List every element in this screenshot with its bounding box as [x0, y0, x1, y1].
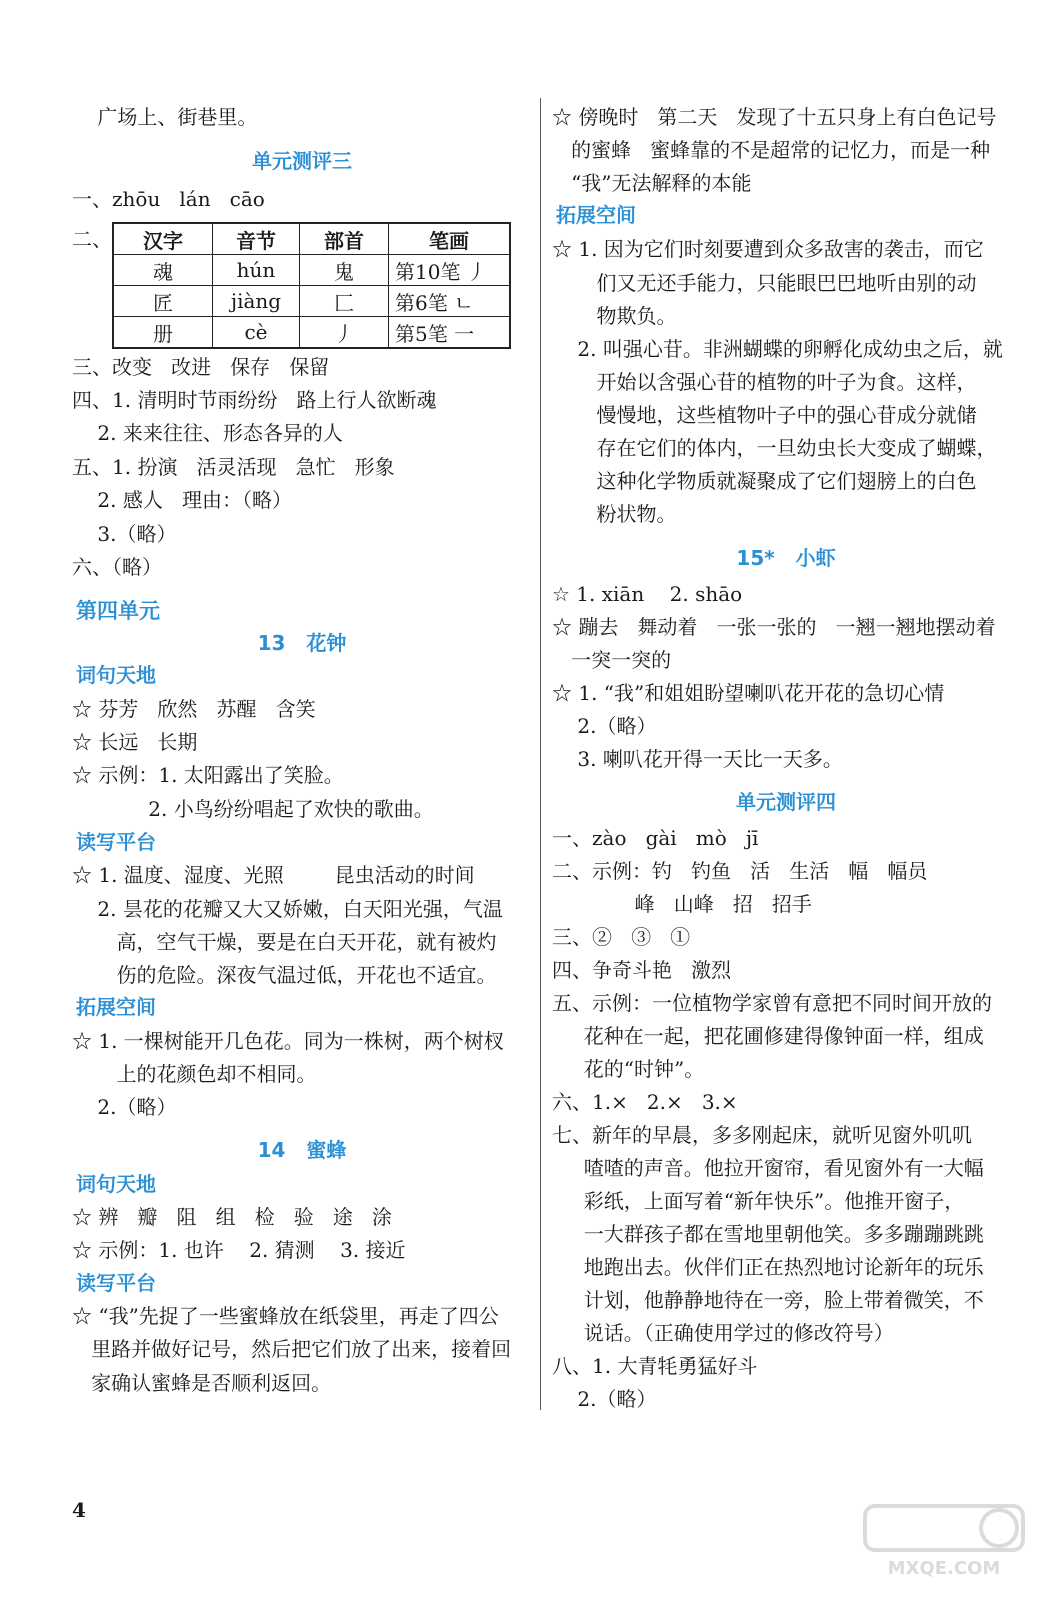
text-line: ☆ 1. xiān 2. shāo	[552, 582, 743, 606]
text-line: 七、新年的早晨，多多刚起床，就听见窗外叽叽	[552, 1123, 972, 1147]
table-row	[113, 317, 510, 349]
text-line: 2.（略）	[72, 1095, 177, 1119]
text-line: ☆ 傍晚时 第二天 发现了十五只身上有白色记号	[552, 105, 997, 129]
heading-cijutiandi: 词句天地	[76, 1172, 156, 1196]
text-line: ☆ 芬芳 欣然 苏醒 含笑	[72, 697, 316, 721]
watermark-logo	[859, 1500, 1029, 1580]
text-line: ☆ 辨 瓣 阻 组 检 验 途 涂	[72, 1205, 392, 1229]
text-line: ☆ 1. 一棵树能开几色花。同为一株树，两个树杈	[72, 1029, 504, 1053]
text-line: ☆ 1. “我”和姐姐盼望喇叭花开花的急切心情	[552, 681, 945, 705]
text-line: 四、1. 清明时节雨纷纷 路上行人欲断魂	[72, 388, 437, 412]
heading-lesson-13: 13 花钟	[257, 631, 347, 655]
text-line: ☆ 1. 因为它们时刻要遭到众多敌害的袭击，而它	[552, 237, 984, 261]
text-line: 花种在一起，把花圃修建得像钟面一样，组成	[552, 1024, 984, 1048]
table-cell: 魂	[113, 255, 213, 286]
text-line: 2. 叫强心苷。非洲蝴蝶的卵孵化成幼虫之后，就	[552, 337, 1003, 361]
watermark-text: MXQE.COM	[887, 1558, 1001, 1579]
heading-unit-test-4: 单元测评四	[736, 790, 836, 814]
text-line: ☆ 示例：1. 太阳露出了笑脸。	[72, 763, 344, 787]
heading-unit-4: 第四单元	[76, 599, 160, 623]
text-line: 家确认蜜蜂是否顺利返回。	[72, 1371, 332, 1395]
text-line: 花的“时钟”。	[552, 1057, 705, 1081]
text-line: 广场上、街巷里。	[72, 105, 258, 129]
text-line: “我”无法解释的本能	[552, 171, 752, 195]
table-cell: 册	[113, 317, 213, 349]
table-cell: cè	[213, 317, 300, 349]
text-line: 四、争奇斗艳 激烈	[552, 958, 732, 982]
text-line: 2. 昙花的花瓣又大又娇嫩，白天阳光强，气温	[72, 897, 503, 921]
text-line: 开始以含强心苷的植物的叶子为食。这样，	[552, 370, 977, 394]
text-line: 二、示例：钓 钓鱼 活 生活 幅 幅员	[552, 859, 928, 883]
text-line: 五、示例：一位植物学家曾有意把不同时间开放的	[552, 991, 992, 1015]
heading-tuozhan: 拓展空间	[76, 995, 156, 1019]
text-line: 这种化学物质就凝聚成了它们翅膀上的白色	[552, 469, 977, 493]
text-line: ☆ 示例：1. 也许 2. 猜测 3. 接近	[72, 1238, 406, 1262]
table-cell: hún	[213, 255, 300, 286]
table-cell: 丿	[300, 317, 389, 349]
table-cell: 匠	[113, 286, 213, 317]
text-line: 粉状物。	[552, 502, 677, 526]
text-line: ☆ 1. 温度、湿度、光照 昆虫活动的时间	[72, 863, 475, 887]
text-line: 物欺负。	[552, 304, 677, 328]
text-line: 3. 喇叭花开得一天比一天多。	[552, 747, 843, 771]
text-line: 一突一突的	[552, 648, 672, 672]
table-header-row	[113, 223, 510, 255]
text-line: 六、1.× 2.× 3.×	[552, 1090, 738, 1114]
text-line: 高，空气干燥，要是在白天开花，就有被灼	[72, 930, 497, 954]
text-line: 八、1. 大青牦勇猛好斗	[552, 1354, 758, 1378]
table-header: 部首	[300, 223, 389, 255]
hanzi-table	[112, 222, 511, 349]
text-line: 上的花颜色却不相同。	[72, 1062, 317, 1086]
text-line: 3.（略）	[72, 522, 177, 546]
text-line: 峰 山峰 招 招手	[552, 892, 812, 916]
heading-lesson-14: 14 蜜蜂	[257, 1138, 347, 1162]
text-line: 2.（略）	[552, 1387, 657, 1411]
text-line: ☆ “我”先捉了一些蜜蜂放在纸袋里，再走了四公	[72, 1304, 499, 1328]
table-cell: 第6笔 ㄴ	[389, 286, 511, 317]
text-line: ☆ 蹦去 舞动着 一张一张的 一翘一翘地摆动着	[552, 615, 996, 639]
heading-duxie: 读写平台	[76, 1271, 156, 1295]
table-cell: 匚	[300, 286, 389, 317]
text-line: 地跑出去。伙伴们正在热烈地讨论新年的玩乐	[552, 1255, 984, 1279]
heading-unit-test-3: 单元测评三	[252, 149, 352, 173]
text-line: 2. 感人 理由：（略）	[72, 488, 292, 512]
heading-duxie: 读写平台	[76, 830, 156, 854]
text-line: 二、	[72, 227, 112, 251]
text-line: 三、改变 改进 保存 保留	[72, 355, 330, 379]
table-row	[113, 286, 510, 317]
table-cell: 第10笔 丿	[389, 255, 511, 286]
text-line: 2. 来来往往、形态各异的人	[72, 421, 343, 445]
text-line: 三、② ③ ①	[552, 925, 691, 949]
text-line: 慢慢地，这些植物叶子中的强心苷成分就储	[552, 403, 977, 427]
text-line: 五、1. 扮演 活灵活现 急忙 形象	[72, 455, 395, 479]
table-header: 音节	[213, 223, 300, 255]
text-line: 伤的危险。深夜气温过低，开花也不适宜。	[72, 963, 497, 987]
text-line: 里路并做好记号，然后把它们放了出来，接着回	[72, 1337, 512, 1361]
heading-lesson-15: 15* 小虾	[736, 546, 836, 570]
text-line: 喳喳的声音。他拉开窗帘，看见窗外有一大幅	[552, 1156, 984, 1180]
table-cell: jiàng	[213, 286, 300, 317]
table-header: 汉字	[113, 223, 213, 255]
text-line: 们又无还手能力，只能眼巴巴地听由别的动	[552, 271, 977, 295]
column-divider	[540, 98, 541, 1410]
text-line: 一、zào gài mò jī	[552, 826, 759, 850]
text-line: 彩纸，上面写着“新年快乐”。他推开窗子，	[552, 1189, 965, 1213]
table-header: 笔画	[389, 223, 511, 255]
page-number: 4	[72, 1498, 86, 1522]
text-line: 一、zhōu lán cāo	[72, 187, 265, 211]
text-line: 说话。（正确使用学过的修改符号）	[552, 1321, 894, 1345]
table-row	[113, 255, 510, 286]
text-line: 六、（略）	[72, 555, 162, 579]
table-cell: 第5笔 一	[389, 317, 511, 349]
text-line: ☆ 长远 长期	[72, 730, 198, 754]
text-line: 的蜜蜂 蜜蜂靠的不是超常的记忆力，而是一种	[552, 138, 991, 162]
heading-tuozhan: 拓展空间	[556, 203, 636, 227]
table-cell: 鬼	[300, 255, 389, 286]
text-line: 存在它们的体内，一旦幼虫长大变成了蝴蝶，	[552, 436, 997, 460]
text-line: 计划，他静静地待在一旁，脸上带着微笑，不	[552, 1288, 984, 1312]
text-line: 一大群孩子都在雪地里朝他笑。多多蹦蹦跳跳	[552, 1222, 984, 1246]
text-line: 2. 小鸟纷纷唱起了欢快的歌曲。	[72, 797, 434, 821]
text-line: 2.（略）	[552, 714, 657, 738]
heading-cijutiandi: 词句天地	[76, 663, 156, 687]
